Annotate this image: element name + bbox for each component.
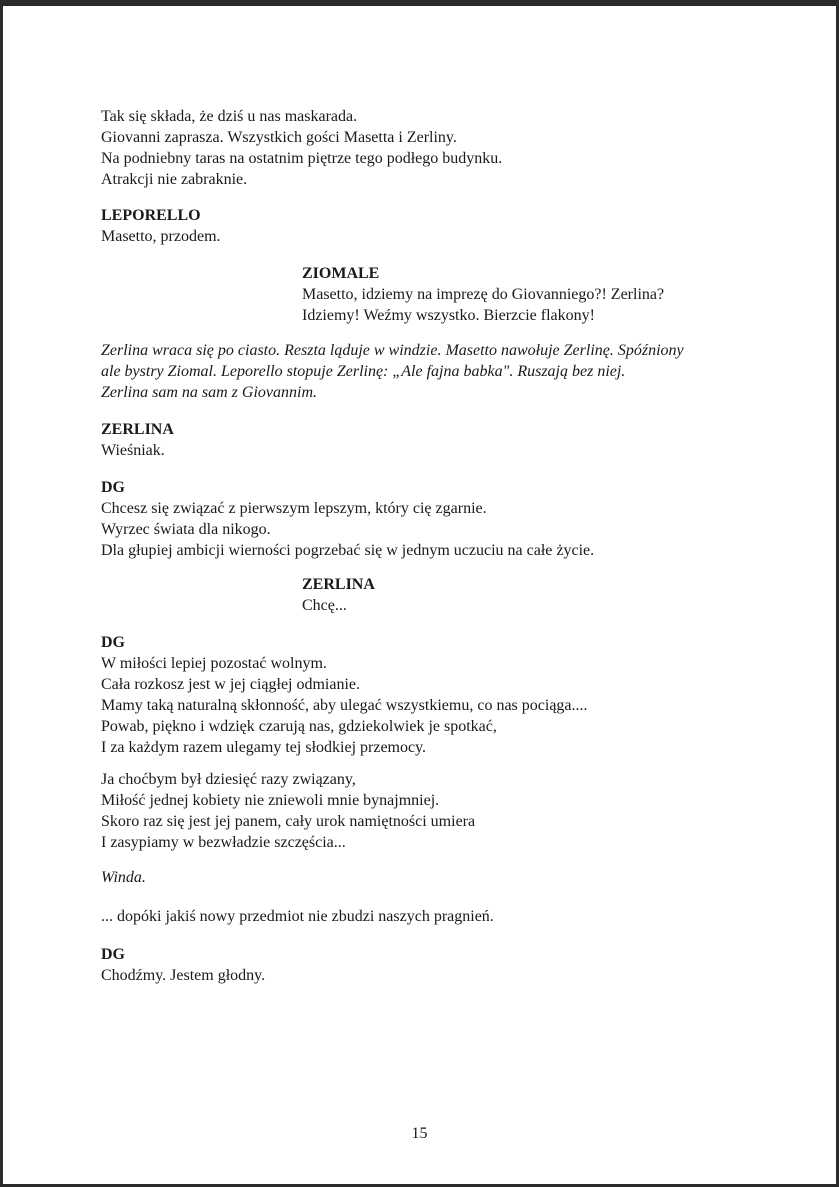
text-line: ... dopóki jakiś nowy przedmiot nie zbudzi naszych pragnień. — [101, 908, 494, 925]
intro-paragraph — [101, 106, 502, 190]
text-line: Na podniebny taras na ostatnim piętrze tego podłego budynku. — [101, 150, 503, 167]
dialogue-zerlina — [302, 574, 375, 616]
text-line: Wyrzec świata dla nikogo. — [101, 521, 271, 538]
text-line: Zerlina wraca się po ciasto. Reszta ląduje w windzie. Masetto nawołuje Zerlinę. Spóźniony — [101, 342, 684, 359]
text-line: ale bystry Ziomal. Leporello stopuje Zerlinę: „Ale fajna babka". Ruszają bez niej. — [101, 363, 626, 380]
text-line: Idziemy! Weźmy wszystko. Bierzcie flakony! — [302, 307, 595, 324]
text-line: Tak się składa, że dziś u nas maskarada. — [101, 108, 358, 125]
stage-direction — [101, 340, 684, 403]
dialogue-ziomale — [302, 263, 664, 326]
text-line: Masetto, przodem. — [101, 228, 221, 245]
dialogue-dg — [101, 632, 588, 758]
speaker-name: ZERLINA — [302, 576, 375, 593]
dialogue-zerlina — [101, 419, 174, 461]
text-line: Miłość jednej kobiety nie zniewoli mnie bynajmniej. — [101, 792, 440, 809]
text-line: Chodźmy. Jestem głodny. — [101, 967, 266, 984]
dialogue-paragraph — [101, 906, 494, 927]
text-line: Chcę... — [302, 597, 347, 614]
text-line: Powab, piękno i wdzięk czarują nas, gdziekolwiek je spotkać, — [101, 718, 497, 735]
speaker-name: DG — [101, 946, 125, 963]
text-line: Wieśniak. — [101, 442, 165, 459]
speaker-name: ZIOMALE — [302, 265, 380, 282]
text-line: Atrakcji nie zabraknie. — [101, 171, 248, 188]
dialogue-paragraph — [101, 769, 475, 853]
dialogue-dg — [101, 944, 265, 986]
text-line: Winda. — [101, 869, 146, 886]
text-line: I zasypiamy w bezwładzie szczęścia... — [101, 834, 346, 851]
text-line: Mamy taką naturalną skłonność, aby ulegać wszystkiemu, co nas pociąga.... — [101, 697, 588, 714]
text-line: W miłości lepiej pozostać wolnym. — [101, 655, 327, 672]
dialogue-leporello — [101, 205, 221, 247]
speaker-name: DG — [101, 634, 125, 651]
text-line: Ja choćbym był dziesięć razy związany, — [101, 771, 356, 788]
text-line: Zerlina sam na sam z Giovannim. — [101, 384, 318, 401]
text-line: Cała rozkosz jest w jej ciągłej odmianie. — [101, 676, 361, 693]
text-line: Dla głupiej ambicji wierności pogrzebać się w jednym uczuciu na całe życie. — [101, 542, 595, 559]
text-line: Masetto, idziemy na imprezę do Giovanniego?! Zerlina? — [302, 286, 665, 303]
text-line: I za każdym razem ulegamy tej słodkiej przemocy. — [101, 739, 427, 756]
speaker-name: DG — [101, 479, 125, 496]
speaker-name: LEPORELLO — [101, 207, 201, 224]
speaker-name: ZERLINA — [101, 421, 174, 438]
page-number: 15 — [411, 1125, 428, 1142]
text-line: Giovanni zaprasza. Wszystkich gości Masetta i Zerliny. — [101, 129, 457, 146]
stage-direction — [101, 867, 146, 888]
text-line: Chcesz się związać z pierwszym lepszym, który cię zgarnie. — [101, 500, 487, 517]
text-line: Skoro raz się jest jej panem, cały urok namiętności umiera — [101, 813, 476, 830]
dialogue-dg — [101, 477, 594, 561]
